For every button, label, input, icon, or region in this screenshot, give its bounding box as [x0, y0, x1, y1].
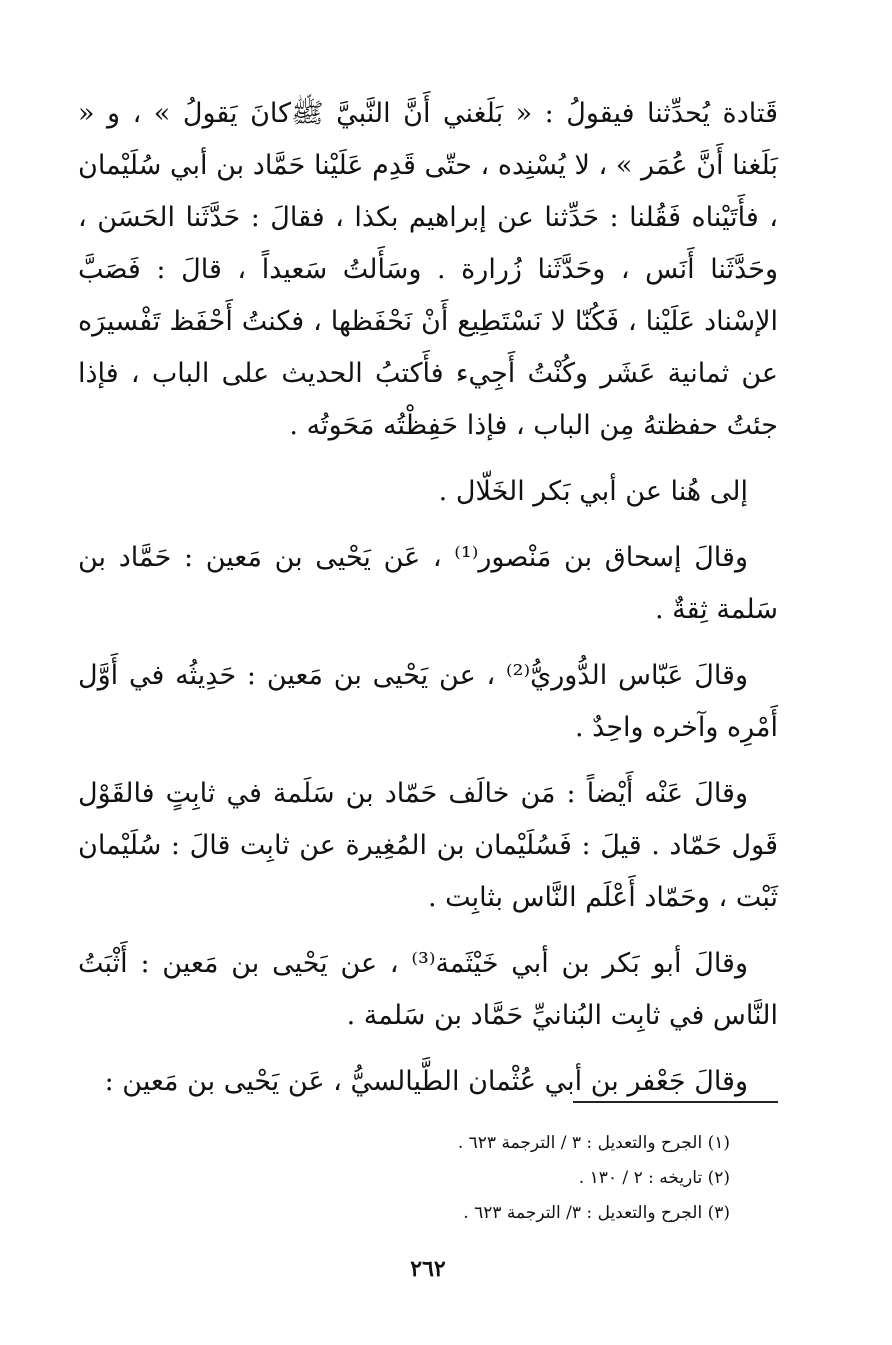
paragraph-abu-bakr-khaythama: وقالَ أبو بَكر بن أبي خَيْثَمة⁽³⁾ ، عن يَحْيى بن مَعين : أَثْبَتُ النَّاس في ثابِت البُنانيِّ حَمَّاد بن سَلمة . — [78, 948, 778, 1031]
footnote-divider — [573, 1101, 778, 1103]
paragraph-jafar-tayalisi: وقالَ جَعْفر بن أبي عُثْمان الطَّيالسيُّ ، عَن يَحْيى بن مَعين : — [104, 1066, 748, 1097]
paragraph-qatada-narration: قَتادة يُحدِّثنا فيقولُ : « بَلَغني أَنَّ النَّبيَّ ﷺكانَ يَقولُ » ، و « بَلَغنا أَنَّ عُمَر » ، لا يُسْنِده ، حتّى قَدِم عَلَيْنا حَمَّاد بن أبي سُلَيْمان ، فأَتَيْناه فَقُلنا : حَدِّثنا عن إبراهيم بكذا ، فقالَ : حَدَّثَنا الحَسَن ، وحَدَّثَنا أَنَس ، وحَدَّثَنا زُرارة . وسَأَلتُ سَعيداً ، قالَ : فَصَبَّ الإسْناد عَلَيْنا ، فَكُنّا لا نَسْتَطِيع أَنْ نَحْفَظها ، فكنتُ أَحْفَظ تَفْسيرَه عن ثمانية عَشَر وكُنْتُ أَجِيء فأَكتبُ الحديث على الباب ، فإذا جئتُ حفظتهُ مِن الباب ، فإذا حَفِظْتُه مَحَوتُه . — [78, 98, 778, 441]
paragraph-ishaq-ibn-mansur: وقالَ إسحاق بن مَنْصور⁽¹⁾ ، عَن يَحْيى بن مَعين : حَمَّاد بن سَلمة ثِقةٌ . — [78, 542, 778, 625]
page-number: ٢٦٢ — [410, 1256, 446, 1282]
footnote-3: (٣) الجرح والتعديل : ٣/ الترجمة ٦٢٣ . — [463, 1203, 730, 1223]
paragraph-khallal-end: إلى هُنا عن أبي بَكر الخَلّال . — [438, 476, 748, 507]
book-page — [78, 88, 778, 1328]
paragraph-anhu-aydan: وقالَ عَنْه أَيْضاً : مَن خالَف حَمّاد بن سَلَمة في ثابِتٍ فالقَوْل قَول حَمّاد . قيلَ : فَسُلَيْمان بن المُغِيرة عن ثابِت قالَ : سُلَيْمان ثَبْت ، وحَمّاد أَعْلَم النَّاس بثابِت . — [78, 778, 778, 913]
footnotes — [110, 1126, 730, 1231]
paragraph-abbas-aldouri: وقالَ عَبّاس الدُّوريُّ⁽²⁾ ، عن يَحْيى بن مَعين : حَدِيثُه في أَوَّل أَمْرِه وآخره واحِدٌ . — [78, 660, 778, 743]
footnote-1: (١) الجرح والتعديل : ٣ / الترجمة ٦٢٣ . — [457, 1133, 730, 1153]
footnote-2: (٢) تاريخه : ٢ / ١٣٠ . — [578, 1168, 730, 1188]
